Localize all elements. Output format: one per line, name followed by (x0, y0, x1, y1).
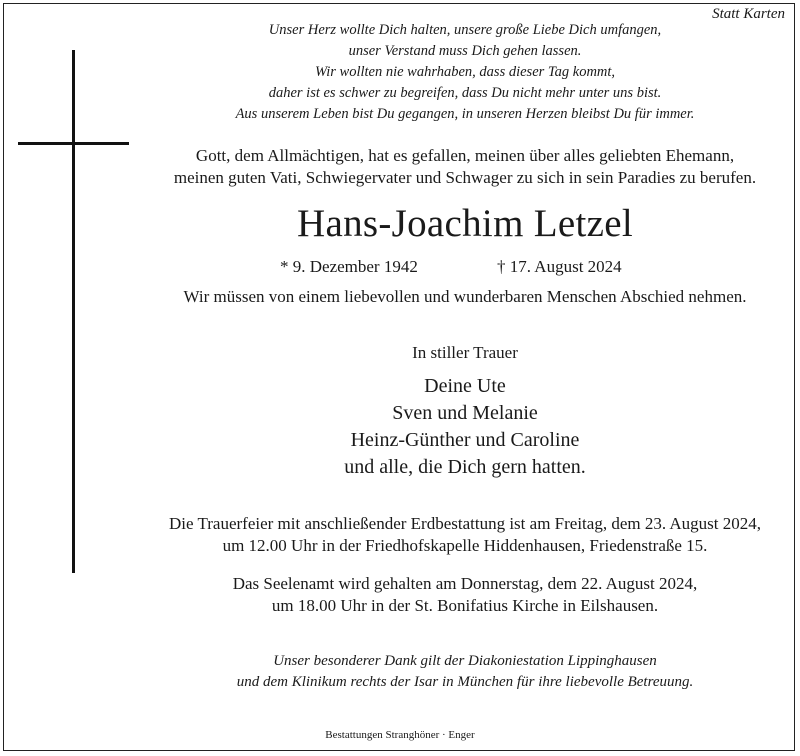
intro-line: Gott, dem Allmächtigen, hat es gefallen, meinen über alles geliebten Ehemann, (195, 146, 735, 165)
requiem-service-line: um 18.00 Uhr in der St. Bonifatius Kirche in Eilshausen. (271, 596, 659, 615)
intro-line: meinen guten Vati, Schwiegervater und Schwager zu sich in sein Paradies zu berufen. (173, 168, 757, 187)
poem-line: unser Verstand muss Dich gehen lassen. (348, 43, 582, 59)
poem-line: daher ist es schwer zu begreifen, dass Du nicht mehr unter uns bist. (268, 85, 662, 101)
requiem-service-info (130, 573, 800, 617)
death-date: † 17. August 2024 (497, 257, 622, 276)
intro-text (130, 145, 800, 189)
statt-karten-label: Statt Karten (712, 6, 785, 22)
family-member: und alle, die Dich gern hatten. (344, 456, 586, 478)
poem-line: Aus unserem Leben bist Du gegangen, in unseren Herzen bleibst Du für immer. (235, 106, 695, 122)
thanks-text (130, 651, 800, 693)
cross-vertical-bar (72, 50, 75, 573)
poem (130, 20, 800, 125)
family-list (130, 373, 800, 481)
family-member: Sven und Melanie (392, 402, 538, 424)
deceased-name: Hans-Joachim Letzel (297, 202, 633, 245)
family-member: Deine Ute (424, 375, 506, 397)
poem-line: Unser Herz wollte Dich halten, unsere große Liebe Dich umfangen, (268, 22, 662, 38)
farewell-text: Wir müssen von einem liebevollen und wunderbaren Menschen Abschied nehmen. (183, 287, 747, 306)
poem-line: Wir wollten nie wahrhaben, dass dieser Tag kommt, (314, 64, 616, 80)
birth-date: * 9. Dezember 1942 (280, 257, 418, 276)
funeral-home-footer: Bestattungen Stranghöner · Enger (325, 729, 475, 741)
funeral-service-line: um 12.00 Uhr in der Friedhofskapelle Hiddenhausen, Friedenstraße 15. (222, 536, 708, 555)
funeral-service-info (130, 513, 800, 557)
thanks-line: und dem Klinikum rechts der Isar in München für ihre liebevolle Betreuung. (236, 674, 694, 690)
requiem-service-line: Das Seelenamt wird gehalten am Donnerstag, dem 22. August 2024, (232, 574, 698, 593)
cross-horizontal-bar (18, 142, 129, 145)
mourning-label: In stiller Trauer (412, 343, 518, 362)
family-member: Heinz-Günther und Caroline (350, 429, 580, 451)
funeral-service-line: Die Trauerfeier mit anschließender Erdbestattung ist am Freitag, dem 23. August 2024, (168, 514, 762, 533)
thanks-line: Unser besonderer Dank gilt der Diakoniestation Lippinghausen (273, 653, 657, 669)
